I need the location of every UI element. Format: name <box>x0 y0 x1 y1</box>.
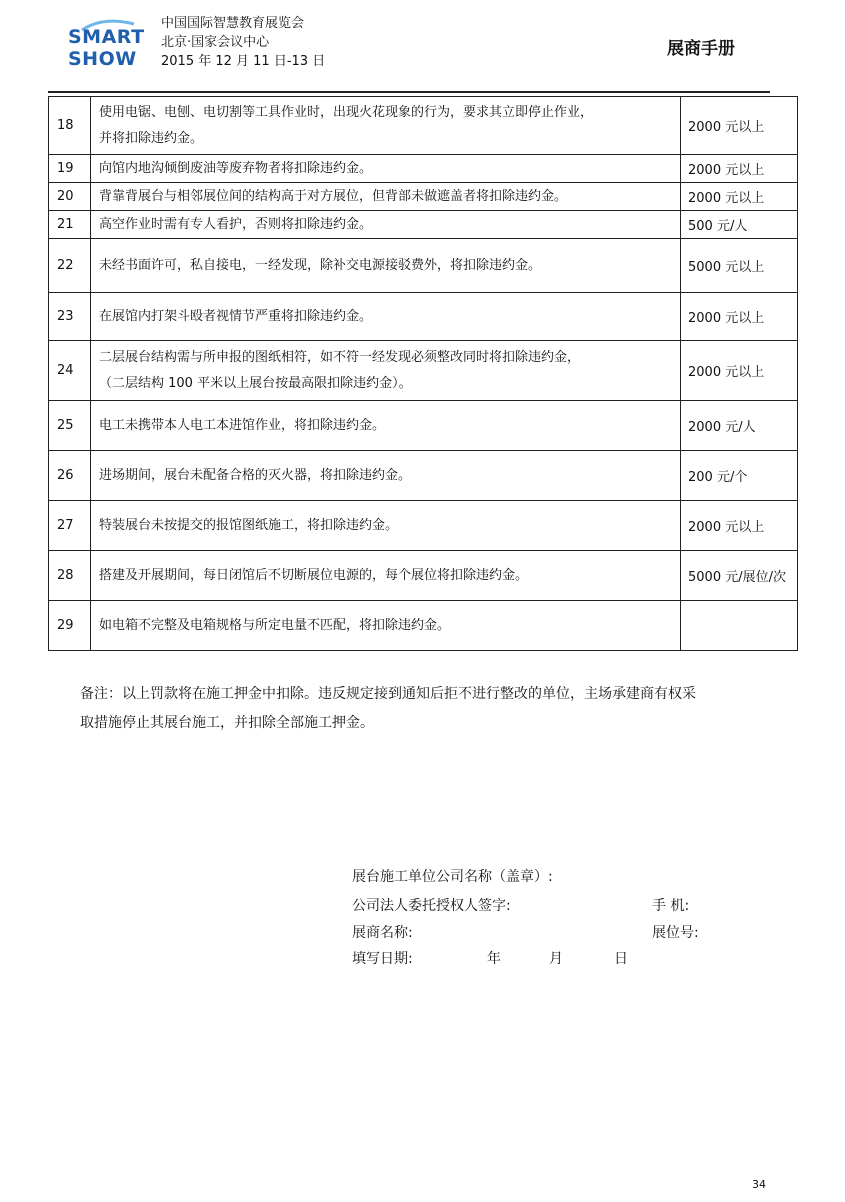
row-description <box>91 341 681 401</box>
remarks-line: 取措施停止其展台施工，并扣除全部施工押金。 <box>80 715 374 731</box>
logo-line1: SMART <box>68 26 145 48</box>
row-number: 19 <box>49 155 91 183</box>
table-row <box>49 551 798 601</box>
row-description-line: 搭建及开展期间，每日闭馆后不切断展位电源的，每个展位将扣除违约金。 <box>99 567 529 583</box>
row-number: 29 <box>49 601 91 651</box>
remarks <box>80 680 780 738</box>
expo-location: 北京·国家会议中心 <box>161 35 270 50</box>
row-description <box>91 293 681 341</box>
remarks-line: 备注：以上罚款将在施工押金中扣除。违反规定接到通知后拒不进行整改的单位，主场承建商有权采 <box>80 686 696 702</box>
row-fine: 500 元/人 <box>681 211 798 239</box>
expo-dates: 2015 年 12 月 11 日-13 日 <box>161 54 326 69</box>
header-divider <box>48 91 770 93</box>
row-number: 28 <box>49 551 91 601</box>
row-description <box>91 501 681 551</box>
fill-date-label: 填写日期: <box>352 951 413 967</box>
row-description-line: 在展馆内打架斗殴者视情节严重将扣除违约金。 <box>99 308 373 324</box>
row-description <box>91 183 681 211</box>
row-number: 25 <box>49 401 91 451</box>
logo-line2: SHOW <box>68 48 137 70</box>
row-description <box>91 551 681 601</box>
date-month-label: 月 <box>549 951 563 967</box>
company-name-label: 展台施工单位公司名称（盖章）: <box>352 869 553 885</box>
row-fine: 200 元/个 <box>681 451 798 501</box>
row-fine: 2000 元以上 <box>681 293 798 341</box>
row-fine: 2000 元以上 <box>681 341 798 401</box>
row-number: 22 <box>49 239 91 293</box>
table-row <box>49 501 798 551</box>
row-description <box>91 155 681 183</box>
table-row <box>49 183 798 211</box>
row-description <box>91 239 681 293</box>
exhibitor-name-label: 展商名称: <box>352 925 413 941</box>
row-description-line: （二层结构 100 平米以上展台按最高限扣除违约金）。 <box>99 375 412 391</box>
row-number: 18 <box>49 97 91 155</box>
row-number: 27 <box>49 501 91 551</box>
authorized-signer-label: 公司法人委托授权人签字: <box>352 898 511 914</box>
table-row <box>49 239 798 293</box>
row-description <box>91 451 681 501</box>
page-number: 34 <box>752 1178 766 1191</box>
row-description-line: 向馆内地沟倾倒废油等废弃物者将扣除违约金。 <box>99 160 373 176</box>
table-row <box>49 211 798 239</box>
date-year-label: 年 <box>487 951 501 967</box>
row-number: 24 <box>49 341 91 401</box>
row-description <box>91 211 681 239</box>
table-row <box>49 601 798 651</box>
phone-label: 手 机: <box>652 898 690 914</box>
table-row <box>49 341 798 401</box>
row-fine: 5000 元/展位/次 <box>681 551 798 601</box>
row-number: 23 <box>49 293 91 341</box>
table-row <box>49 451 798 501</box>
page-header <box>0 0 845 92</box>
booth-number-label: 展位号: <box>652 925 699 941</box>
row-number: 21 <box>49 211 91 239</box>
row-description-line: 特装展台未按提交的报馆图纸施工，将扣除违约金。 <box>99 517 399 533</box>
row-description <box>91 601 681 651</box>
smart-show-logo <box>68 18 148 80</box>
row-description-line: 使用电锯、电刨、电切割等工具作业时，出现火花现象的行为，要求其立即停止作业， <box>99 104 594 120</box>
date-day-label: 日 <box>614 951 628 967</box>
row-description-line: 电工未携带本人电工本进馆作业，将扣除违约金。 <box>99 417 386 433</box>
row-description-line: 并将扣除违约金。 <box>99 130 204 146</box>
row-fine: 2000 元以上 <box>681 97 798 155</box>
row-fine: 2000 元/人 <box>681 401 798 451</box>
table-row <box>49 97 798 155</box>
table-row <box>49 401 798 451</box>
row-number: 26 <box>49 451 91 501</box>
expo-info <box>161 14 325 71</box>
row-fine: 5000 元以上 <box>681 239 798 293</box>
row-description-line: 二层展台结构需与所申报的图纸相符，如不符一经发现必须整改同时将扣除违约金， <box>99 349 581 365</box>
penalty-table <box>48 96 798 651</box>
row-fine: 2000 元以上 <box>681 501 798 551</box>
row-number: 20 <box>49 183 91 211</box>
row-fine: 2000 元以上 <box>681 155 798 183</box>
doc-title: 展商手册 <box>667 39 735 59</box>
expo-name: 中国国际智慧教育展览会 <box>161 16 305 31</box>
signature-block <box>352 866 772 976</box>
row-description-line: 进场期间，展台未配备合格的灭火器，将扣除违约金。 <box>99 467 412 483</box>
table-row <box>49 155 798 183</box>
row-description-line: 未经书面许可，私自接电，一经发现，除补交电源接驳费外，将扣除违约金。 <box>99 257 542 273</box>
row-description-line: 如电箱不完整及电箱规格与所定电量不匹配，将扣除违约金。 <box>99 617 451 633</box>
row-description-line: 背靠背展台与相邻展位间的结构高于对方展位，但背部未做遮盖者将扣除违约金。 <box>99 188 568 204</box>
table-row <box>49 293 798 341</box>
row-description-line: 高空作业时需有专人看护，否则将扣除违约金。 <box>99 216 373 232</box>
row-fine <box>681 601 798 651</box>
row-description <box>91 97 681 155</box>
row-fine: 2000 元以上 <box>681 183 798 211</box>
row-description <box>91 401 681 451</box>
